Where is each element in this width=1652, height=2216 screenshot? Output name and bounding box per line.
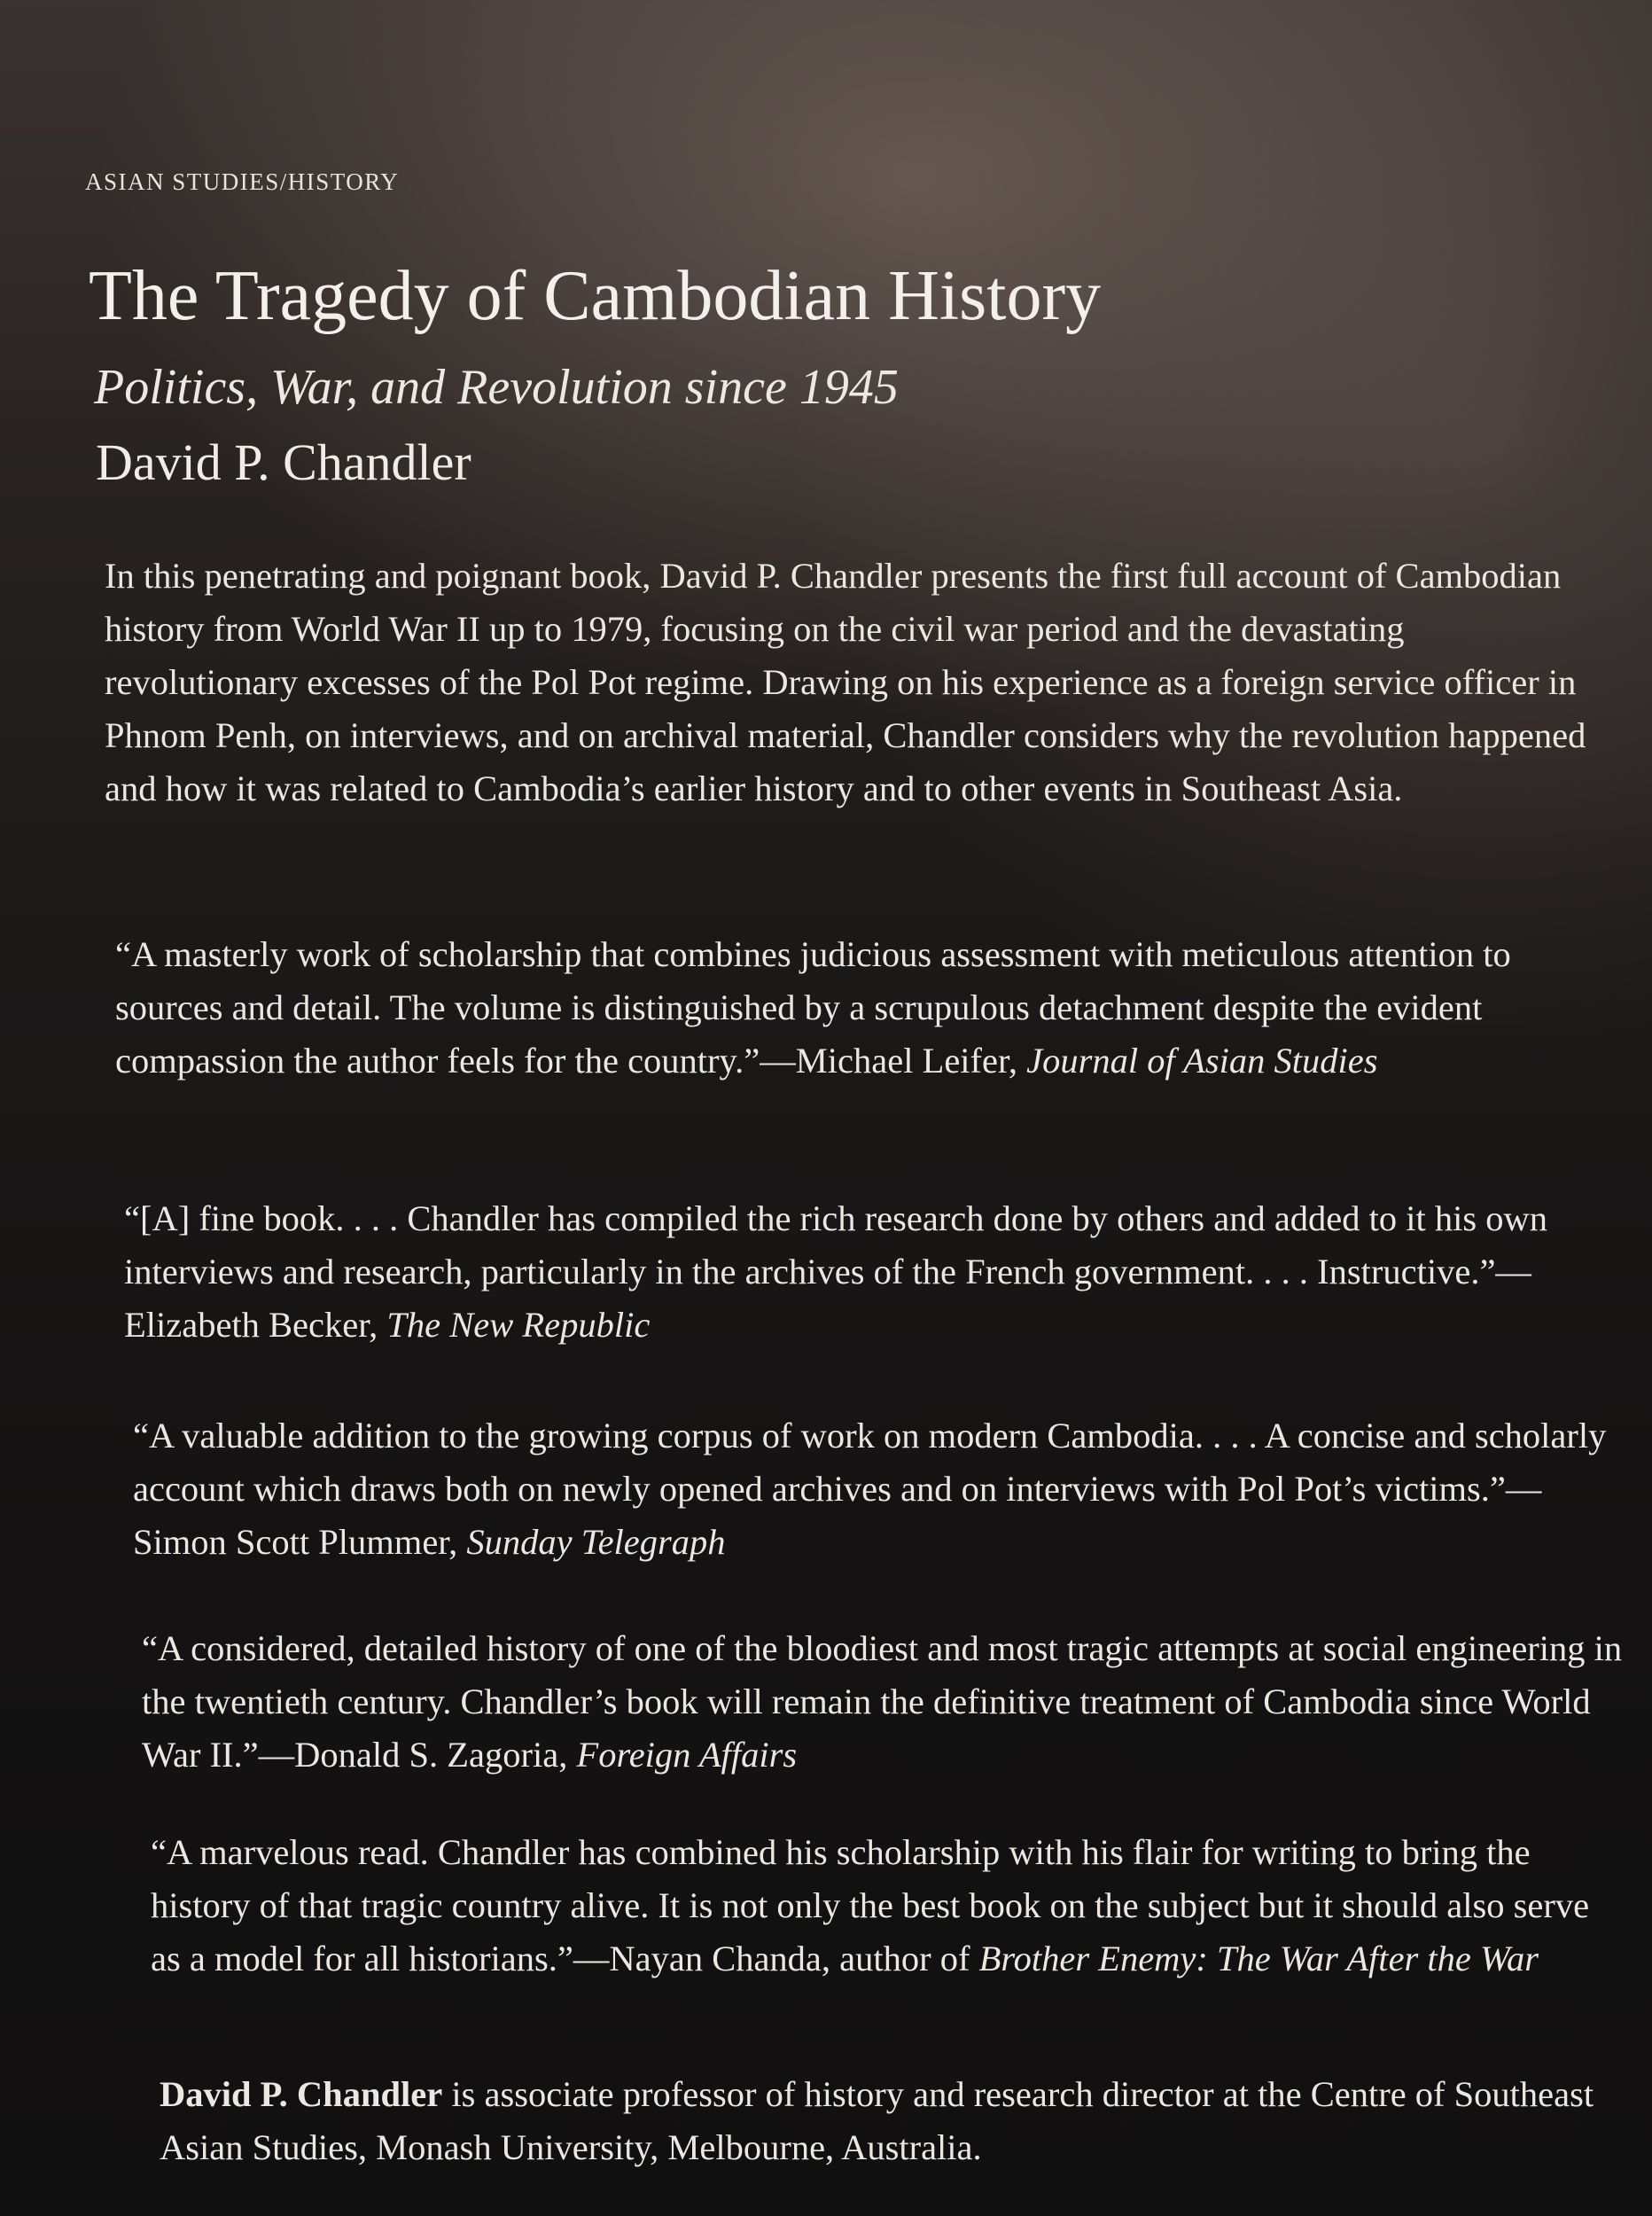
book-subtitle: Politics, War, and Revolution since 1945 [94,360,899,415]
book-title: The Tragedy of Cambodian History [89,257,1102,335]
review-source: Brother Enemy: The War After the War [978,1939,1539,1978]
author-bio [160,2068,1648,2174]
book-author: David P. Chandler [96,433,471,491]
book-description: In this penetrating and poignant book, David P. Chandler presents the first full account of Cambodian history from World War II up to 1979, focusing on the civil war period and the devastating revolutionary excesses of the Pol Pot regime. Drawing on his experience as a foreign service officer in Phnom Penh, on interviews, and on archival material, Chandler considers why the revolution happened and how it was related to Cambodia’s earlier history and to other events in Southeast Asia. [105,556,1586,808]
review-text: “A valuable addition to the growing corpus of work on modern Cambodia. . . . A concise and scholarly account which draws both on newly opened archives and on interviews with Pol Pot’s victims.”—Simon Scott Plummer, [133,1416,1607,1562]
review-text: “A marvelous read. Chandler has combined his scholarship with his flair for writing to bring the history of that tragic country alive. It is not only the best book on the subject but it should also serve as a model for all historians.”—Nayan Chanda, author of [151,1832,1590,1978]
review-source: Journal of Asian Studies [1026,1041,1378,1081]
review-source: Foreign Affairs [576,1735,798,1775]
review-text: “A considered, detailed history of one of the bloodiest and most tragic attempts at social engineering in the twentieth century. Chandler’s book will remain the definitive treatment of Cambodia since World War II.”—Donald S. Zagoria, [142,1628,1623,1775]
review-source: The New Republic [386,1305,651,1345]
review-quote [133,1409,1622,1569]
category-label: ASIAN STUDIES/HISTORY [85,168,400,195]
review-text: “[A] fine book. . . . Chandler has compiled the rich research done by others and added to it his own interviews and research, particularly in the archives of the French government. . . . Instructive.”—Elizabeth Becker, [124,1198,1548,1345]
bio-name: David P. Chandler [160,2074,443,2114]
review-text: “A masterly work of scholarship that combines judicious assessment with meticulous attention to sources and detail. The volume is distinguished by a scrupulous detachment despite the evident compassion the author feels for the country.”—Michael Leifer, [115,934,1511,1081]
bio-text: is associate professor of history and research director at the Centre of Southeast Asian Studies, Monash University, Melbourne, Australia. [160,2074,1594,2167]
review-quote [115,928,1604,1088]
review-quote [151,1826,1613,1986]
review-quote [124,1192,1613,1352]
review-source: Sunday Telegraph [466,1522,726,1562]
review-quote [142,1622,1631,1782]
